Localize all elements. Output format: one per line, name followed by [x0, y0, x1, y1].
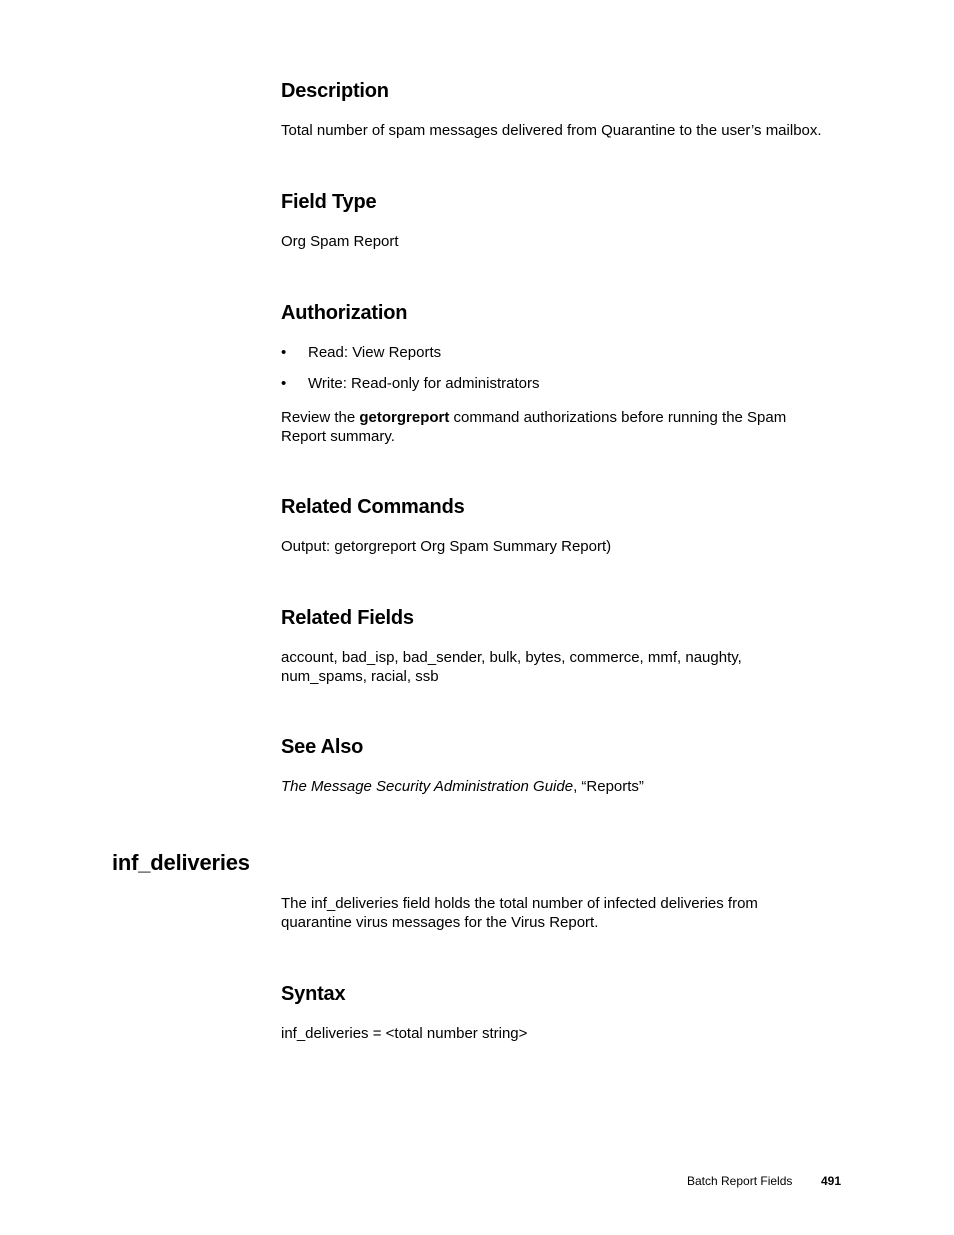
- description-text-line: Total number of spam messages delivered from Quarantine to the user’s mailbox.: [281, 122, 822, 139]
- review-command: getorgreport: [359, 409, 450, 426]
- related-fields-text: [281, 648, 846, 686]
- footer-section-label: Batch Report Fields: [687, 1174, 793, 1188]
- related-fields-line-1: account, bad_isp, bad_sender, bulk, bytes, commerce, mmf, naughty,: [281, 649, 742, 666]
- syntax-heading: Syntax: [281, 983, 346, 1005]
- field-type-heading: Field Type: [281, 191, 377, 213]
- authorization-review-line-1: [281, 408, 846, 427]
- review-suffix: command authorizations before running the Spam: [449, 409, 787, 426]
- bullet-marker: •: [281, 375, 287, 392]
- bullet-text: Read: View Reports: [308, 344, 442, 361]
- inf-deliveries-text: [281, 894, 846, 932]
- see-also-text: [281, 777, 846, 796]
- inf-deliveries-line-2: quarantine virus messages for the Virus Report.: [281, 914, 599, 931]
- syntax-text: [281, 1024, 846, 1043]
- see-also-guide-title: The Message Security Administration Guide: [281, 778, 574, 795]
- see-also-heading: See Also: [281, 736, 364, 758]
- description-heading: Description: [281, 80, 389, 102]
- description-text: [281, 121, 846, 140]
- bullet-marker: •: [281, 344, 287, 361]
- review-prefix: Review the: [281, 409, 360, 426]
- bullet-text: Write: Read-only for administrators: [308, 375, 540, 392]
- syntax-text-line: inf_deliveries = <total number string>: [281, 1025, 528, 1042]
- field-type-text-line: Org Spam Report: [281, 233, 399, 250]
- field-type-text: [281, 232, 846, 251]
- see-also-suffix: , “Reports”: [573, 778, 644, 795]
- inf-deliveries-line-1: The inf_deliveries field holds the total number of infected deliveries from: [281, 895, 758, 912]
- footer-page-number: 491: [821, 1174, 842, 1188]
- related-commands-heading: Related Commands: [281, 496, 465, 518]
- related-commands-text: [281, 537, 846, 556]
- inf-deliveries-heading: inf_deliveries: [112, 850, 250, 875]
- related-commands-text-line: Output: getorgreport Org Spam Summary Report): [281, 538, 612, 555]
- related-fields-line-2: num_spams, racial, ssb: [281, 668, 439, 685]
- authorization-review-line-2: Report summary.: [281, 428, 395, 445]
- authorization-review-text: [281, 408, 846, 446]
- related-fields-heading: Related Fields: [281, 607, 414, 629]
- authorization-heading: Authorization: [281, 302, 408, 324]
- see-also-line: [281, 777, 846, 796]
